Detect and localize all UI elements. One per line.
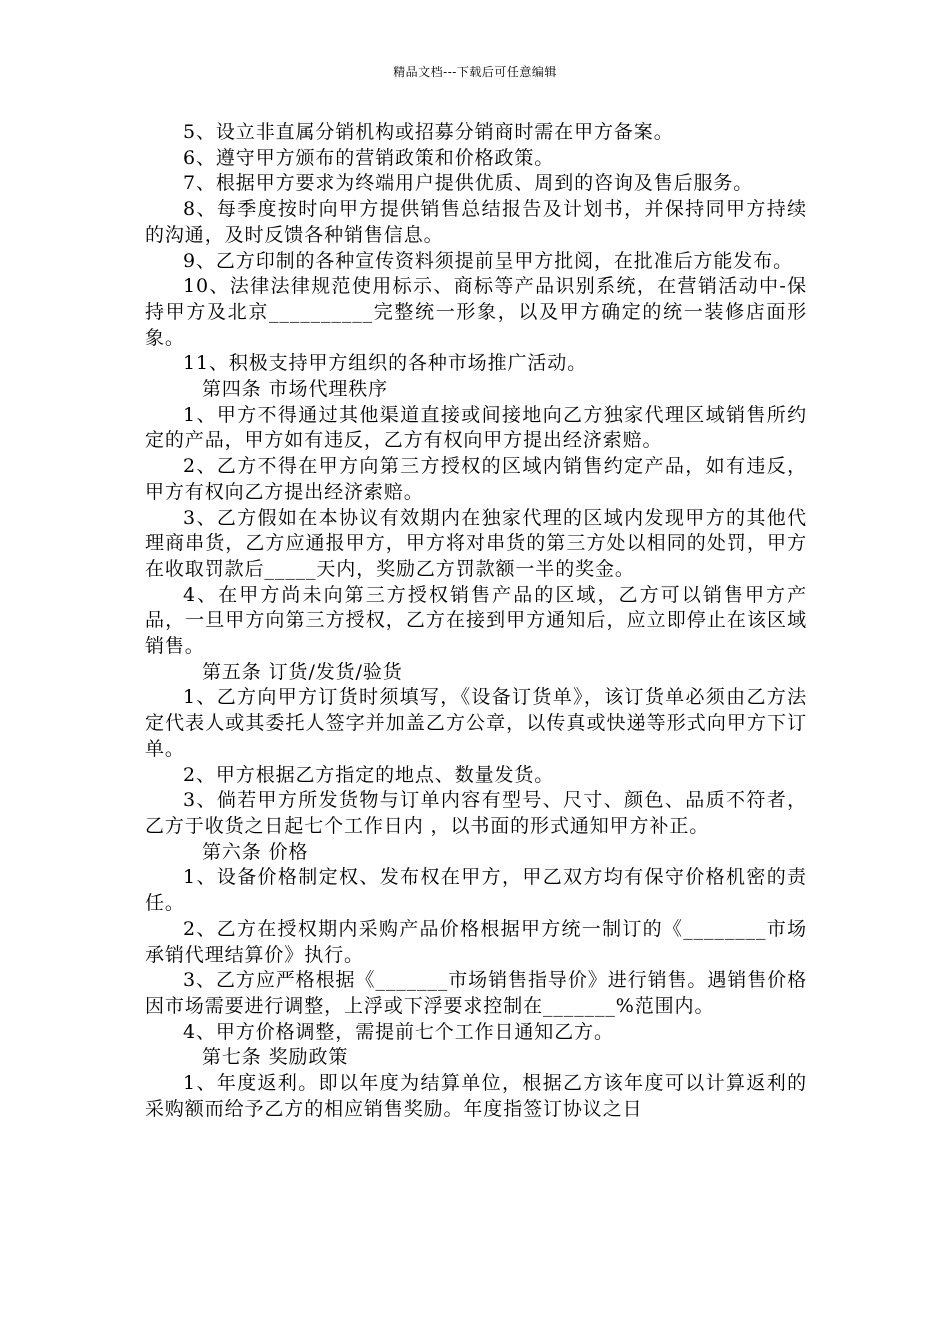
clause-paragraph: 2、乙方在授权期内采购产品价格根据甲方统一制订的《________市场承销代理结算价》执行。 xyxy=(145,917,807,966)
article-heading: 第五条 订货/发货/验货 xyxy=(202,660,403,683)
clause-paragraph: 1、设备价格制定权、发布权在甲方，甲乙双方均有保守价格机密的责任。 xyxy=(145,866,807,915)
clause-paragraph: 4、在甲方尚未向第三方授权销售产品的区域，乙方可以销售甲方产品，一旦甲方向第三方授权，乙方在接到甲方通知后，应立即停止在该区域销售。 xyxy=(145,583,807,658)
clause-paragraph: 1、乙方向甲方订货时须填写，《设备订货单》，该订货单必须由乙方法定代表人或其委托人签字并加盖乙方公章，以传真或快递等形式向甲方下订单。 xyxy=(145,686,807,760)
clause-paragraph: 3、乙方应严格根据《_______市场销售指导价》进行销售。遇销售价格因市场需要进行调整，上浮或下浮要求控制在_______%范围内。 xyxy=(145,969,807,1017)
clause-paragraph: 6、遵守甲方颁布的营销政策和价格政策。 xyxy=(183,146,555,169)
article-heading: 第六条 价格 xyxy=(202,840,309,863)
clause-paragraph: 1、甲方不得通过其他渠道直接或间接地向乙方独家代理区域销售所约定的产品，甲方如有违反，乙方有权向甲方提出经济索赔。 xyxy=(145,403,807,452)
clause-paragraph: 3、倘若甲方所发货物与订单内容有型号、尺寸、颜色、品质不符者，乙方于收货之日起七个工作日内 ，以书面的形式通知甲方补正。 xyxy=(145,789,807,837)
clause-paragraph: 1、年度返利。即以年度为结算单位，根据乙方该年度可以计算返利的采购额而给予乙方的相应销售奖励。年度指签订协议之日 xyxy=(145,1072,807,1120)
clause-paragraph: 8、每季度按时向甲方提供销售总结报告及计划书，并保持同甲方持续的沟通，及时反馈各种销售信息。 xyxy=(145,198,807,246)
clause-paragraph: 2、乙方不得在甲方向第三方授权的区域内销售约定产品，如有违反，甲方有权向乙方提出经济索赔。 xyxy=(145,455,807,503)
document-body xyxy=(145,120,807,1122)
article-heading: 第四条 市场代理秩序 xyxy=(202,378,389,401)
page-header: 精品文档---下载后可任意编辑 xyxy=(393,65,557,79)
clause-paragraph: 7、根据甲方要求为终端用户提供优质、周到的咨询及售后服务。 xyxy=(183,172,754,195)
clause-paragraph: 10、法律法律规范使用标示、商标等产品识别系统，在营销活动中-保持甲方及北京__________完整统一形象，以及甲方确定的统一装修店面形象。 xyxy=(145,275,807,349)
clause-paragraph: 3、乙方假如在本协议有效期内在独家代理的区域内发现甲方的其他代理商串货，乙方应通报甲方，甲方将对串货的第三方处以相同的处罚，甲方在收取罚款后_____天内，奖励乙方罚款额一半的奖金。 xyxy=(145,506,807,580)
clause-paragraph: 4、甲方价格调整，需提前七个工作日通知乙方。 xyxy=(183,1020,614,1043)
article-heading: 第七条 奖励政策 xyxy=(202,1046,349,1069)
clause-paragraph: 9、乙方印制的各种宣传资料须提前呈甲方批阅，在批准后方能发布。 xyxy=(183,249,793,272)
clause-paragraph: 5、设立非直属分销机构或招募分销商时需在甲方备案。 xyxy=(183,121,674,143)
clause-paragraph: 11、积极支持甲方组织的各种市场推广活动。 xyxy=(183,352,588,375)
clause-paragraph: 2、甲方根据乙方指定的地点、数量发货。 xyxy=(183,763,555,786)
